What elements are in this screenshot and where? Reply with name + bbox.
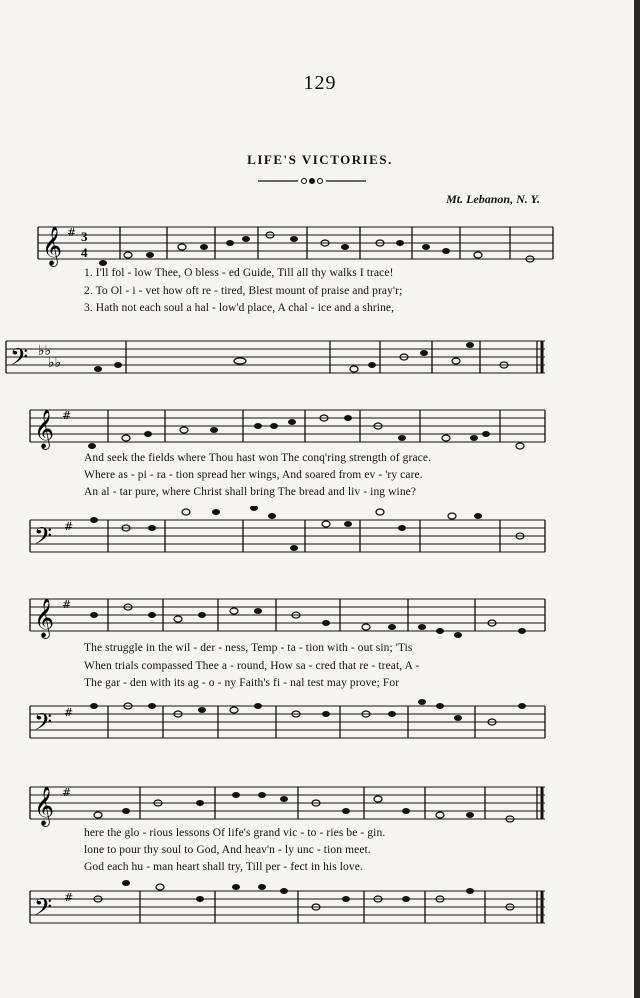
bass-clef-icon: 𝄢: [34, 893, 53, 926]
bass-staff: [0, 877, 640, 947]
lyric-line: The gar - den with its ag - o - ny Faith's fi - nal test may prove; For: [84, 677, 400, 689]
time-sig-bottom: 4: [81, 245, 88, 260]
lyric-line: 2. To Ol - i - vet how oft re - tired, Blest mount of praise and pray'r;: [84, 285, 403, 297]
bass-clef-icon: 𝄢: [10, 343, 29, 376]
lyric-line: lone to pour thy soul to God, And heav'n - ly unc - tion meet.: [84, 844, 371, 856]
lyric-line: 3. Hath not each soul a hal - low'd place, A chal - ice and a shrine,: [84, 302, 395, 314]
treble-clef-icon: 𝄞: [34, 598, 55, 638]
lyric-line: When trials compassed Thee a - round, How sa - cred that re - treat, A -: [84, 660, 420, 672]
svg-text:#: #: [62, 786, 72, 799]
music-system-3: [0, 585, 640, 765]
music-system-2: [0, 390, 640, 570]
bass-staff: [0, 692, 640, 762]
bass-staff: [0, 506, 640, 576]
hymn-title: LIFE'S VICTORIES.: [247, 152, 393, 167]
svg-text:#: #: [64, 706, 74, 719]
svg-text:#: #: [67, 226, 77, 239]
svg-text:♭♭: ♭♭: [38, 343, 52, 359]
page-number: 129: [303, 72, 337, 94]
svg-text:#: #: [62, 409, 72, 422]
svg-text:#: #: [64, 520, 74, 533]
bass-staff: [0, 329, 640, 389]
lyric-line: here the glo - rious lessons Of life's grand vic - to - ries be - gin.: [84, 827, 386, 839]
svg-text:♭♭: ♭♭: [48, 355, 62, 371]
lyric-line: 1. I'll fol - low Thee, O bless - ed Guide, Till all thy walks I trace!: [84, 267, 394, 279]
bass-clef-icon: 𝄢: [34, 522, 53, 555]
music-system-4: [0, 775, 640, 955]
svg-text:#: #: [62, 598, 72, 611]
bass-clef-icon: 𝄢: [34, 708, 53, 741]
lyric-line: The struggle in the wil - der - ness, Temp - ta - tion with - out sin; 'Tis: [84, 642, 413, 654]
music-system-1: [0, 205, 640, 385]
title-ornament: [258, 176, 366, 186]
lyric-line: God each hu - man heart shall try, Till per - fect in his love.: [84, 861, 363, 873]
lyric-line: And seek the fields where Thou hast won The conq'ring strength of grace.: [84, 452, 432, 464]
hymn-source: Mt. Lebanon, N. Y.: [446, 192, 540, 206]
lyric-line: An al - tar pure, where Christ shall bring The bread and liv - ing wine?: [84, 486, 417, 498]
svg-text:#: #: [64, 891, 74, 904]
treble-clef-icon: 𝄞: [34, 409, 55, 449]
treble-clef-icon: 𝄞: [42, 226, 63, 266]
time-sig-top: 3: [81, 229, 88, 244]
treble-clef-icon: 𝄞: [34, 786, 55, 826]
page-edge-shadow: [620, 0, 640, 998]
lyric-line: Where as - pi - ra - tion spread her wings, And soared from ev - 'ry care.: [84, 469, 423, 481]
